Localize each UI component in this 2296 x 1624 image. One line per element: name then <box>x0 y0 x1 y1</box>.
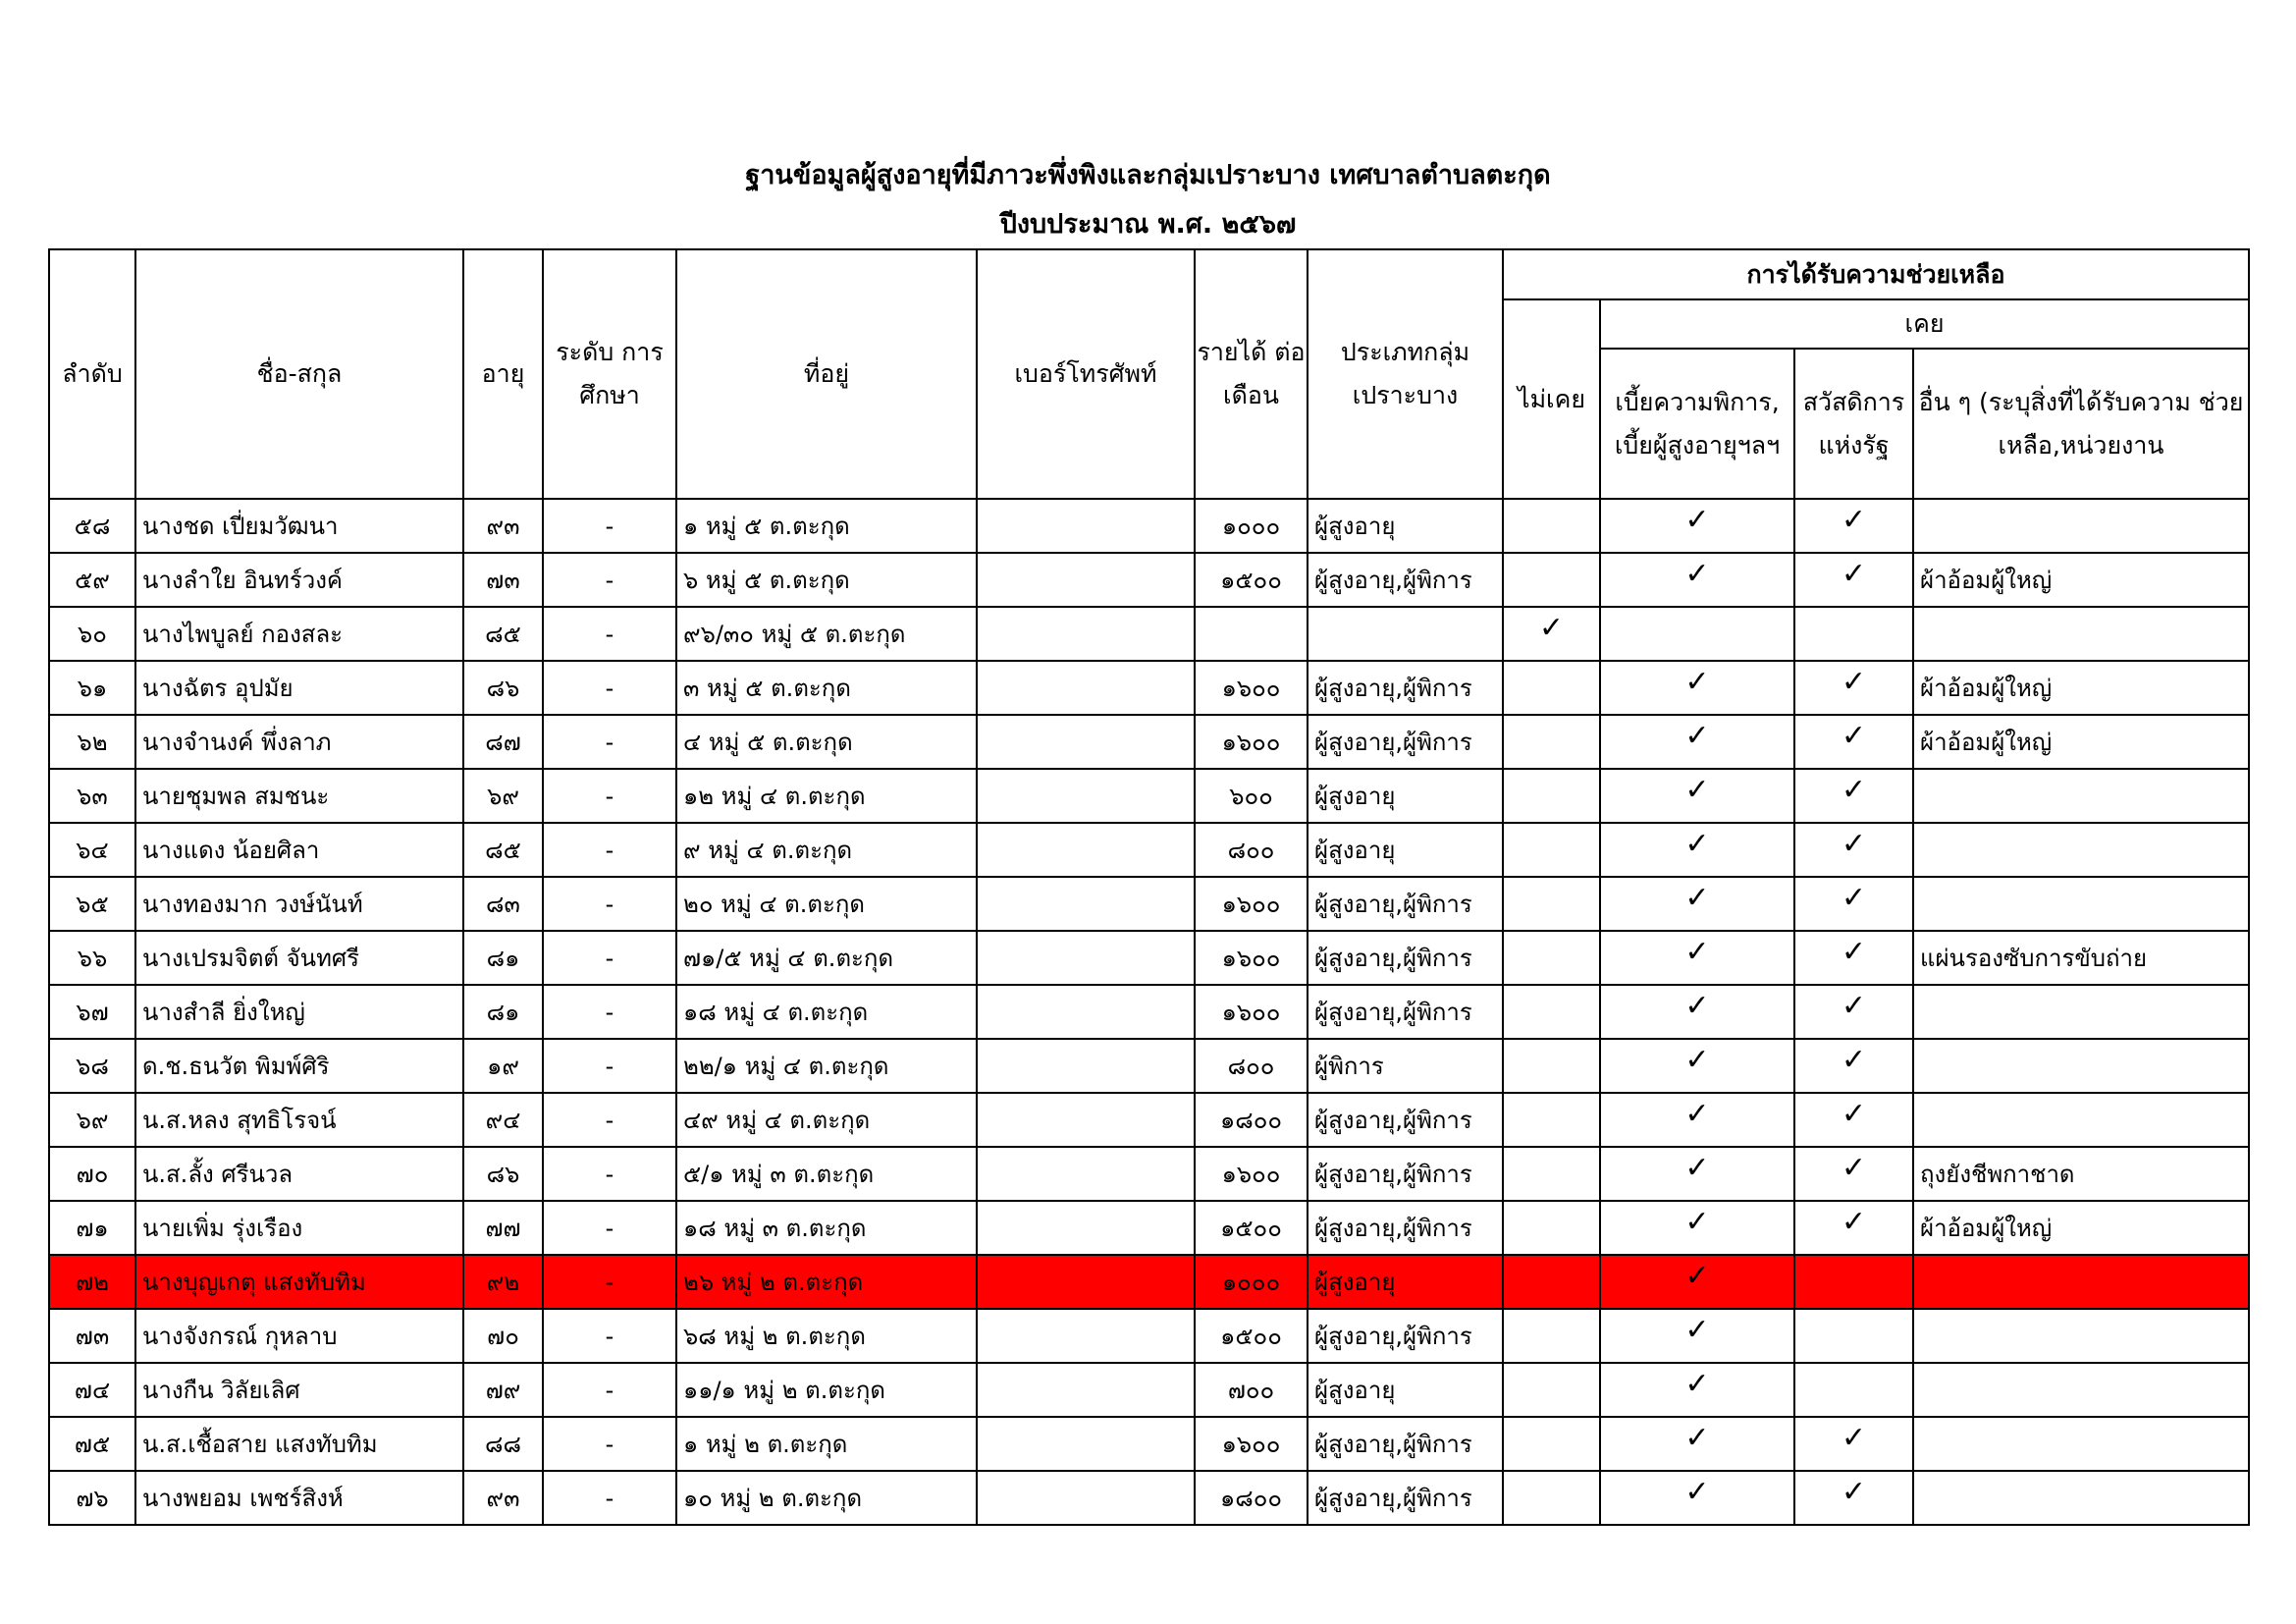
cell-never-check <box>1503 1201 1600 1255</box>
cell-other: ผ้าอ้อมผู้ใหญ่ <box>1913 715 2249 769</box>
cell-phone <box>977 1039 1195 1093</box>
cell-phone <box>977 1309 1195 1363</box>
cell-age: ๙๓ <box>463 499 543 553</box>
cell-group: ผู้สูงอายุ <box>1308 823 1503 877</box>
cell-income: ๖๐๐ <box>1195 769 1308 823</box>
cell-age: ๙๔ <box>463 1093 543 1147</box>
col-header-ever: เคย <box>1600 299 2249 349</box>
cell-other <box>1913 1363 2249 1417</box>
cell-income: ๑๐๐๐ <box>1195 499 1308 553</box>
cell-address: ๙๖/๓๐ หมู่ ๕ ต.ตะกุด <box>676 607 977 661</box>
table-row <box>49 1201 2249 1255</box>
cell-no: ๗๔ <box>49 1363 135 1417</box>
cell-phone <box>977 607 1195 661</box>
cell-welfare-check: ✓ <box>1794 931 1913 985</box>
table-row <box>49 1147 2249 1201</box>
cell-income <box>1195 607 1308 661</box>
cell-welfare-check <box>1794 1363 1913 1417</box>
cell-allowance-check <box>1600 607 1794 661</box>
cell-address: ๒๖ หมู่ ๒ ต.ตะกุด <box>676 1255 977 1309</box>
cell-allowance-check: ✓ <box>1600 1093 1794 1147</box>
cell-address: ๒๒/๑ หมู่ ๔ ต.ตะกุด <box>676 1039 977 1093</box>
table-row <box>49 769 2249 823</box>
cell-address: ๖๘ หมู่ ๒ ต.ตะกุด <box>676 1309 977 1363</box>
cell-age: ๗๐ <box>463 1309 543 1363</box>
table-row <box>49 823 2249 877</box>
cell-no: ๗๐ <box>49 1147 135 1201</box>
cell-never-check <box>1503 553 1600 607</box>
cell-age: ๘๕ <box>463 607 543 661</box>
cell-never-check <box>1503 769 1600 823</box>
cell-phone <box>977 715 1195 769</box>
cell-name: นายเพิ่ม รุ่งเรือง <box>135 1201 463 1255</box>
table-row <box>49 1363 2249 1417</box>
cell-phone <box>977 769 1195 823</box>
cell-welfare-check: ✓ <box>1794 769 1913 823</box>
cell-phone <box>977 1093 1195 1147</box>
cell-name: นางทองมาก วงษ์นันท์ <box>135 877 463 931</box>
cell-group: ผู้สูงอายุ,ผู้พิการ <box>1308 1309 1503 1363</box>
cell-other <box>1913 499 2249 553</box>
cell-group <box>1308 607 1503 661</box>
cell-group: ผู้สูงอายุ,ผู้พิการ <box>1308 1201 1503 1255</box>
cell-group: ผู้สูงอายุ,ผู้พิการ <box>1308 1093 1503 1147</box>
cell-other: ผ้าอ้อมผู้ใหญ่ <box>1913 553 2249 607</box>
cell-education: - <box>543 661 676 715</box>
cell-group: ผู้สูงอายุ <box>1308 1255 1503 1309</box>
cell-education: - <box>543 823 676 877</box>
cell-income: ๑๖๐๐ <box>1195 985 1308 1039</box>
cell-address: ๔ หมู่ ๕ ต.ตะกุด <box>676 715 977 769</box>
col-header-address: ที่อยู่ <box>676 249 977 499</box>
cell-income: ๑๖๐๐ <box>1195 877 1308 931</box>
cell-allowance-check: ✓ <box>1600 1417 1794 1471</box>
cell-no: ๖๔ <box>49 823 135 877</box>
cell-address: ๑๑/๑ หมู่ ๒ ต.ตะกุด <box>676 1363 977 1417</box>
cell-name: นางเปรมจิตต์ จันทศรี <box>135 931 463 985</box>
table-row <box>49 1255 2249 1309</box>
col-header-allowance: เบี้ยความพิการ, เบี้ยผู้สูงอายุฯลฯ <box>1600 349 1794 499</box>
table-row <box>49 931 2249 985</box>
cell-name: นางบุญเกตุ แสงทับทิม <box>135 1255 463 1309</box>
cell-education: - <box>543 769 676 823</box>
table-row <box>49 607 2249 661</box>
elderly-database-table <box>48 248 2250 1526</box>
cell-other: แผ่นรองซับการขับถ่าย <box>1913 931 2249 985</box>
cell-no: ๖๓ <box>49 769 135 823</box>
cell-other <box>1913 1417 2249 1471</box>
cell-never-check <box>1503 1309 1600 1363</box>
cell-other <box>1913 607 2249 661</box>
table-row <box>49 877 2249 931</box>
cell-other <box>1913 1255 2249 1309</box>
cell-allowance-check: ✓ <box>1600 877 1794 931</box>
cell-welfare-check: ✓ <box>1794 715 1913 769</box>
cell-age: ๘๑ <box>463 985 543 1039</box>
cell-no: ๗๑ <box>49 1201 135 1255</box>
cell-welfare-check: ✓ <box>1794 661 1913 715</box>
cell-other <box>1913 985 2249 1039</box>
cell-name: นางพยอม เพชร์สิงห์ <box>135 1471 463 1525</box>
cell-no: ๗๒ <box>49 1255 135 1309</box>
table-row <box>49 553 2249 607</box>
cell-welfare-check: ✓ <box>1794 823 1913 877</box>
cell-education: - <box>543 1201 676 1255</box>
cell-no: ๗๕ <box>49 1417 135 1471</box>
cell-allowance-check: ✓ <box>1600 985 1794 1039</box>
cell-group: ผู้สูงอายุ,ผู้พิการ <box>1308 931 1503 985</box>
cell-allowance-check: ✓ <box>1600 823 1794 877</box>
cell-name: น.ส.เชื้อสาย แสงทับทิม <box>135 1417 463 1471</box>
cell-income: ๑๘๐๐ <box>1195 1471 1308 1525</box>
cell-name: น.ส.หลง สุทธิโรจน์ <box>135 1093 463 1147</box>
cell-age: ๘๘ <box>463 1417 543 1471</box>
cell-group: ผู้สูงอายุ <box>1308 1363 1503 1417</box>
cell-income: ๑๖๐๐ <box>1195 1417 1308 1471</box>
cell-welfare-check: ✓ <box>1794 1039 1913 1093</box>
cell-name: นายชุมพล สมชนะ <box>135 769 463 823</box>
cell-welfare-check: ✓ <box>1794 877 1913 931</box>
cell-welfare-check: ✓ <box>1794 499 1913 553</box>
cell-group: ผู้สูงอายุ,ผู้พิการ <box>1308 715 1503 769</box>
cell-group: ผู้สูงอายุ,ผู้พิการ <box>1308 1417 1503 1471</box>
cell-no: ๖๙ <box>49 1093 135 1147</box>
cell-address: ๑ หมู่ ๒ ต.ตะกุด <box>676 1417 977 1471</box>
cell-allowance-check: ✓ <box>1600 931 1794 985</box>
col-header-phone: เบอร์โทรศัพท์ <box>977 249 1195 499</box>
cell-welfare-check: ✓ <box>1794 1471 1913 1525</box>
cell-no: ๕๘ <box>49 499 135 553</box>
cell-group: ผู้สูงอายุ,ผู้พิการ <box>1308 661 1503 715</box>
cell-phone <box>977 985 1195 1039</box>
cell-allowance-check: ✓ <box>1600 1363 1794 1417</box>
cell-phone <box>977 1417 1195 1471</box>
cell-phone <box>977 553 1195 607</box>
table-row <box>49 1417 2249 1471</box>
cell-other <box>1913 1471 2249 1525</box>
cell-never-check <box>1503 1417 1600 1471</box>
cell-phone <box>977 877 1195 931</box>
cell-age: ๙๒ <box>463 1255 543 1309</box>
table-row <box>49 661 2249 715</box>
cell-never-check <box>1503 1471 1600 1525</box>
cell-education: - <box>543 1039 676 1093</box>
cell-welfare-check <box>1794 1309 1913 1363</box>
cell-income: ๑๐๐๐ <box>1195 1255 1308 1309</box>
cell-age: ๘๓ <box>463 877 543 931</box>
cell-never-check <box>1503 985 1600 1039</box>
cell-allowance-check: ✓ <box>1600 553 1794 607</box>
cell-name: น.ส.ลั้ง ศรีนวล <box>135 1147 463 1201</box>
cell-income: ๑๕๐๐ <box>1195 1309 1308 1363</box>
cell-allowance-check: ✓ <box>1600 1309 1794 1363</box>
cell-never-check <box>1503 499 1600 553</box>
cell-name: นางแดง น้อยศิลา <box>135 823 463 877</box>
cell-group: ผู้สูงอายุ <box>1308 769 1503 823</box>
cell-no: ๗๖ <box>49 1471 135 1525</box>
col-header-assistance: การได้รับความช่วยเหลือ <box>1503 249 2249 299</box>
cell-name: นางสำลี ยิ่งใหญ่ <box>135 985 463 1039</box>
cell-education: - <box>543 1093 676 1147</box>
cell-phone <box>977 661 1195 715</box>
cell-no: ๖๗ <box>49 985 135 1039</box>
cell-group: ผู้สูงอายุ,ผู้พิการ <box>1308 553 1503 607</box>
cell-education: - <box>543 1417 676 1471</box>
cell-never-check <box>1503 931 1600 985</box>
cell-group: ผู้สูงอายุ,ผู้พิการ <box>1308 985 1503 1039</box>
cell-name: นางกืน วิลัยเลิศ <box>135 1363 463 1417</box>
cell-welfare-check: ✓ <box>1794 985 1913 1039</box>
cell-phone <box>977 1255 1195 1309</box>
cell-welfare-check: ✓ <box>1794 1417 1913 1471</box>
cell-welfare-check: ✓ <box>1794 1201 1913 1255</box>
cell-never-check <box>1503 1255 1600 1309</box>
document-subtitle: ปีงบประมาณ พ.ศ. ๒๕๖๗ <box>999 209 1297 240</box>
cell-education: - <box>543 715 676 769</box>
cell-phone <box>977 823 1195 877</box>
cell-other <box>1913 769 2249 823</box>
cell-address: ๑๘ หมู่ ๔ ต.ตะกุด <box>676 985 977 1039</box>
table-body <box>49 499 2249 1525</box>
col-header-other: อื่น ๆ (ระบุสิ่งที่ได้รับความ ช่วยเหลือ,หน่วยงาน <box>1913 349 2249 499</box>
cell-age: ๑๙ <box>463 1039 543 1093</box>
cell-address: ๔๙ หมู่ ๔ ต.ตะกุด <box>676 1093 977 1147</box>
cell-welfare-check <box>1794 607 1913 661</box>
cell-no: ๖๐ <box>49 607 135 661</box>
cell-address: ๒๐ หมู่ ๔ ต.ตะกุด <box>676 877 977 931</box>
cell-other <box>1913 1093 2249 1147</box>
cell-age: ๗๓ <box>463 553 543 607</box>
cell-address: ๑ หมู่ ๕ ต.ตะกุด <box>676 499 977 553</box>
cell-income: ๘๐๐ <box>1195 823 1308 877</box>
document-title: ฐานข้อมูลผู้สูงอายุที่มีภาวะพึ่งพิงและกลุ่มเปราะบาง เทศบาลตำบลตะกุด <box>745 160 1551 190</box>
cell-no: ๖๕ <box>49 877 135 931</box>
cell-age: ๗๙ <box>463 1363 543 1417</box>
cell-no: ๖๒ <box>49 715 135 769</box>
cell-never-check <box>1503 1147 1600 1201</box>
table-row <box>49 1309 2249 1363</box>
cell-income: ๑๕๐๐ <box>1195 1201 1308 1255</box>
cell-income: ๑๖๐๐ <box>1195 661 1308 715</box>
cell-never-check <box>1503 1363 1600 1417</box>
cell-no: ๖๑ <box>49 661 135 715</box>
cell-address: ๕/๑ หมู่ ๓ ต.ตะกุด <box>676 1147 977 1201</box>
cell-other: ถุงยังชีพกาชาด <box>1913 1147 2249 1201</box>
cell-age: ๘๑ <box>463 931 543 985</box>
cell-other <box>1913 823 2249 877</box>
cell-education: - <box>543 607 676 661</box>
cell-income: ๑๖๐๐ <box>1195 1147 1308 1201</box>
cell-other: ผ้าอ้อมผู้ใหญ่ <box>1913 1201 2249 1255</box>
col-header-group: ประเภทกลุ่ม เปราะบาง <box>1308 249 1503 499</box>
cell-allowance-check: ✓ <box>1600 1255 1794 1309</box>
cell-name: นางชด เปี่ยมวัฒนา <box>135 499 463 553</box>
cell-group: ผู้สูงอายุ,ผู้พิการ <box>1308 1471 1503 1525</box>
cell-income: ๘๐๐ <box>1195 1039 1308 1093</box>
cell-education: - <box>543 1255 676 1309</box>
cell-never-check <box>1503 1039 1600 1093</box>
cell-no: ๗๓ <box>49 1309 135 1363</box>
cell-education: - <box>543 553 676 607</box>
cell-phone <box>977 931 1195 985</box>
cell-allowance-check: ✓ <box>1600 1147 1794 1201</box>
cell-never-check <box>1503 1093 1600 1147</box>
cell-welfare-check: ✓ <box>1794 553 1913 607</box>
cell-group: ผู้พิการ <box>1308 1039 1503 1093</box>
cell-age: ๘๕ <box>463 823 543 877</box>
cell-income: ๑๖๐๐ <box>1195 715 1308 769</box>
table-row <box>49 1471 2249 1525</box>
cell-address: ๖ หมู่ ๕ ต.ตะกุด <box>676 553 977 607</box>
cell-education: - <box>543 877 676 931</box>
col-header-welfare: สวัสดิการ แห่งรัฐ <box>1794 349 1913 499</box>
col-header-no: ลำดับ <box>49 249 135 499</box>
cell-name: นางฉัตร อุปมัย <box>135 661 463 715</box>
cell-name: นางจำนงค์ พึ่งลาภ <box>135 715 463 769</box>
cell-address: ๑๘ หมู่ ๓ ต.ตะกุด <box>676 1201 977 1255</box>
cell-education: - <box>543 1309 676 1363</box>
cell-education: - <box>543 931 676 985</box>
cell-age: ๗๗ <box>463 1201 543 1255</box>
cell-education: - <box>543 1471 676 1525</box>
cell-welfare-check: ✓ <box>1794 1093 1913 1147</box>
table-row <box>49 985 2249 1039</box>
cell-allowance-check: ✓ <box>1600 769 1794 823</box>
cell-group: ผู้สูงอายุ,ผู้พิการ <box>1308 1147 1503 1201</box>
cell-income: ๑๖๐๐ <box>1195 931 1308 985</box>
cell-income: ๑๘๐๐ <box>1195 1093 1308 1147</box>
cell-address: ๙ หมู่ ๔ ต.ตะกุด <box>676 823 977 877</box>
cell-no: ๕๙ <box>49 553 135 607</box>
cell-no: ๖๖ <box>49 931 135 985</box>
table-row <box>49 1039 2249 1093</box>
cell-address: ๓ หมู่ ๕ ต.ตะกุด <box>676 661 977 715</box>
cell-age: ๘๖ <box>463 661 543 715</box>
cell-education: - <box>543 1147 676 1201</box>
cell-name: ด.ช.ธนวัต พิมพ์ศิริ <box>135 1039 463 1093</box>
table-row <box>49 499 2249 553</box>
cell-education: - <box>543 1363 676 1417</box>
cell-never-check <box>1503 661 1600 715</box>
cell-allowance-check: ✓ <box>1600 499 1794 553</box>
cell-welfare-check: ✓ <box>1794 1147 1913 1201</box>
cell-income: ๗๐๐ <box>1195 1363 1308 1417</box>
cell-name: นางไพบูลย์ กองสละ <box>135 607 463 661</box>
table-row <box>49 1093 2249 1147</box>
cell-allowance-check: ✓ <box>1600 1471 1794 1525</box>
table-row <box>49 715 2249 769</box>
cell-other <box>1913 877 2249 931</box>
cell-phone <box>977 499 1195 553</box>
cell-phone <box>977 1471 1195 1525</box>
cell-age: ๘๖ <box>463 1147 543 1201</box>
cell-group: ผู้สูงอายุ,ผู้พิการ <box>1308 877 1503 931</box>
cell-name: นางลำใย อินทร์วงค์ <box>135 553 463 607</box>
col-header-income: รายได้ ต่อเดือน <box>1195 249 1308 499</box>
cell-age: ๙๓ <box>463 1471 543 1525</box>
cell-age: ๘๗ <box>463 715 543 769</box>
cell-no: ๖๘ <box>49 1039 135 1093</box>
cell-other <box>1913 1309 2249 1363</box>
cell-education: - <box>543 985 676 1039</box>
cell-age: ๖๙ <box>463 769 543 823</box>
cell-address: ๗๑/๕ หมู่ ๔ ต.ตะกุด <box>676 931 977 985</box>
cell-allowance-check: ✓ <box>1600 1039 1794 1093</box>
cell-phone <box>977 1363 1195 1417</box>
cell-phone <box>977 1147 1195 1201</box>
col-header-never: ไม่เคย <box>1503 299 1600 499</box>
cell-group: ผู้สูงอายุ <box>1308 499 1503 553</box>
cell-never-check: ✓ <box>1503 607 1600 661</box>
cell-address: ๑๐ หมู่ ๒ ต.ตะกุด <box>676 1471 977 1525</box>
cell-never-check <box>1503 715 1600 769</box>
cell-welfare-check <box>1794 1255 1913 1309</box>
cell-income: ๑๕๐๐ <box>1195 553 1308 607</box>
cell-other: ผ้าอ้อมผู้ใหญ่ <box>1913 661 2249 715</box>
cell-allowance-check: ✓ <box>1600 715 1794 769</box>
cell-never-check <box>1503 877 1600 931</box>
cell-address: ๑๒ หมู่ ๔ ต.ตะกุด <box>676 769 977 823</box>
cell-name: นางจังกรณ์ กุหลาบ <box>135 1309 463 1363</box>
col-header-age: อายุ <box>463 249 543 499</box>
cell-education: - <box>543 499 676 553</box>
cell-phone <box>977 1201 1195 1255</box>
cell-allowance-check: ✓ <box>1600 1201 1794 1255</box>
col-header-name: ชื่อ-สกุล <box>135 249 463 499</box>
cell-never-check <box>1503 823 1600 877</box>
cell-allowance-check: ✓ <box>1600 661 1794 715</box>
cell-other <box>1913 1039 2249 1093</box>
col-header-education: ระดับ การศึกษา <box>543 249 676 499</box>
